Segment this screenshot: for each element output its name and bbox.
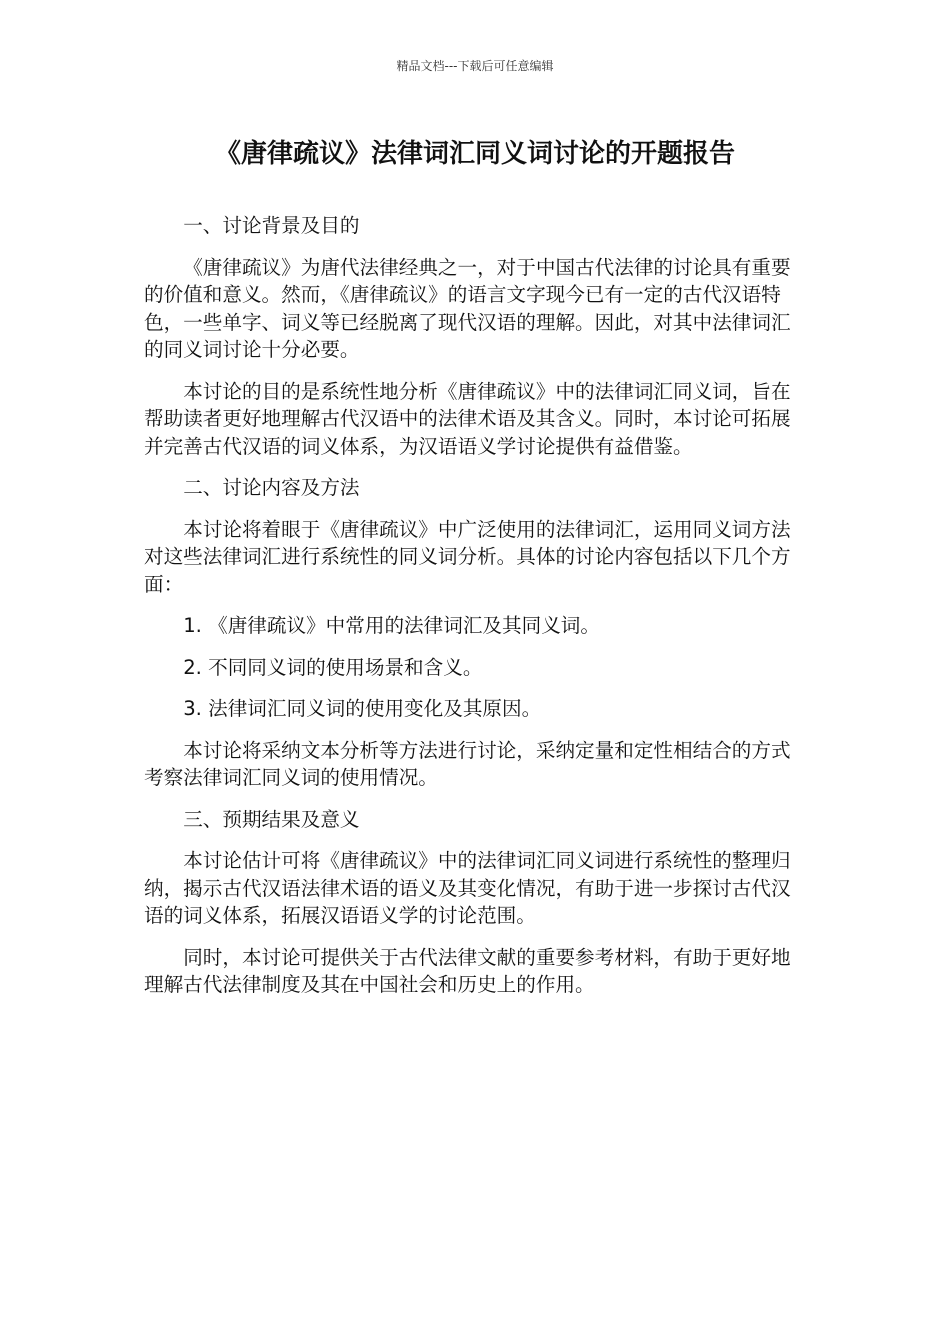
section-2-heading: 二、讨论内容及方法 [183, 476, 360, 499]
section-3-heading: 三、预期结果及意义 [183, 807, 360, 831]
section-3-paragraph-2: 同时，本讨论可提供关于古代法律文献的重要参考材料，有助于更好地理解古代法律制度及其在中国社会和历史上的作用。 [144, 945, 791, 996]
section-1-paragraph-2: 本讨论的目的是系统性地分析《唐律疏议》中的法律词汇同义词，旨在帮助读者更好地理解古代汉语中的法律术语及其含义。同时，本讨论可拓展并完善古代汉语的词义体系，为汉语语义学讨论提供有益借鉴。 [144, 379, 791, 458]
section-2-list-item-3: 3. 法律词汇同义词的使用变化及其原因。 [183, 697, 542, 720]
section-1-heading: 一、讨论背景及目的 [183, 214, 360, 237]
section-2-list-item-1: 1. 《唐律疏议》中常用的法律词汇及其同义词。 [183, 614, 600, 637]
section-1-paragraph-1: 《唐律疏议》为唐代法律经典之一，对于中国古代法律的讨论具有重要的价值和意义。然而，《唐律疏议》的语言文字现今已有一定的古代汉语特色，一些单字、词义等已经脱离了现代汉语的理解。因此，对其中法律词汇的同义词讨论十分必要。 [144, 255, 791, 361]
section-3-paragraph-1: 本讨论估计可将《唐律疏议》中的法律词汇同义词进行系统性的整理归纳，揭示古代汉语法律术语的语义及其变化情况，有助于进一步探讨古代汉语的词义体系，拓展汉语语义学的讨论范围。 [144, 849, 791, 927]
section-2-paragraph-2: 本讨论将采纳文本分析等方法进行讨论，采纳定量和定性相结合的方式考察法律词汇同义词的使用情况。 [144, 738, 791, 789]
section-2-list-item-2: 2. 不同同义词的使用场景和含义。 [183, 655, 483, 679]
page-header-note: 精品文档---下载后可任意编辑 [396, 59, 554, 73]
document-body [144, 212, 794, 1013]
document-title: 《唐律疏议》法律词汇同义词讨论的开题报告 [214, 139, 735, 169]
section-2-paragraph-1: 本讨论将着眼于《唐律疏议》中广泛使用的法律词汇，运用同义词方法对这些法律词汇进行系统性的同义词分析。具体的讨论内容包括以下几个方面： [144, 517, 791, 596]
